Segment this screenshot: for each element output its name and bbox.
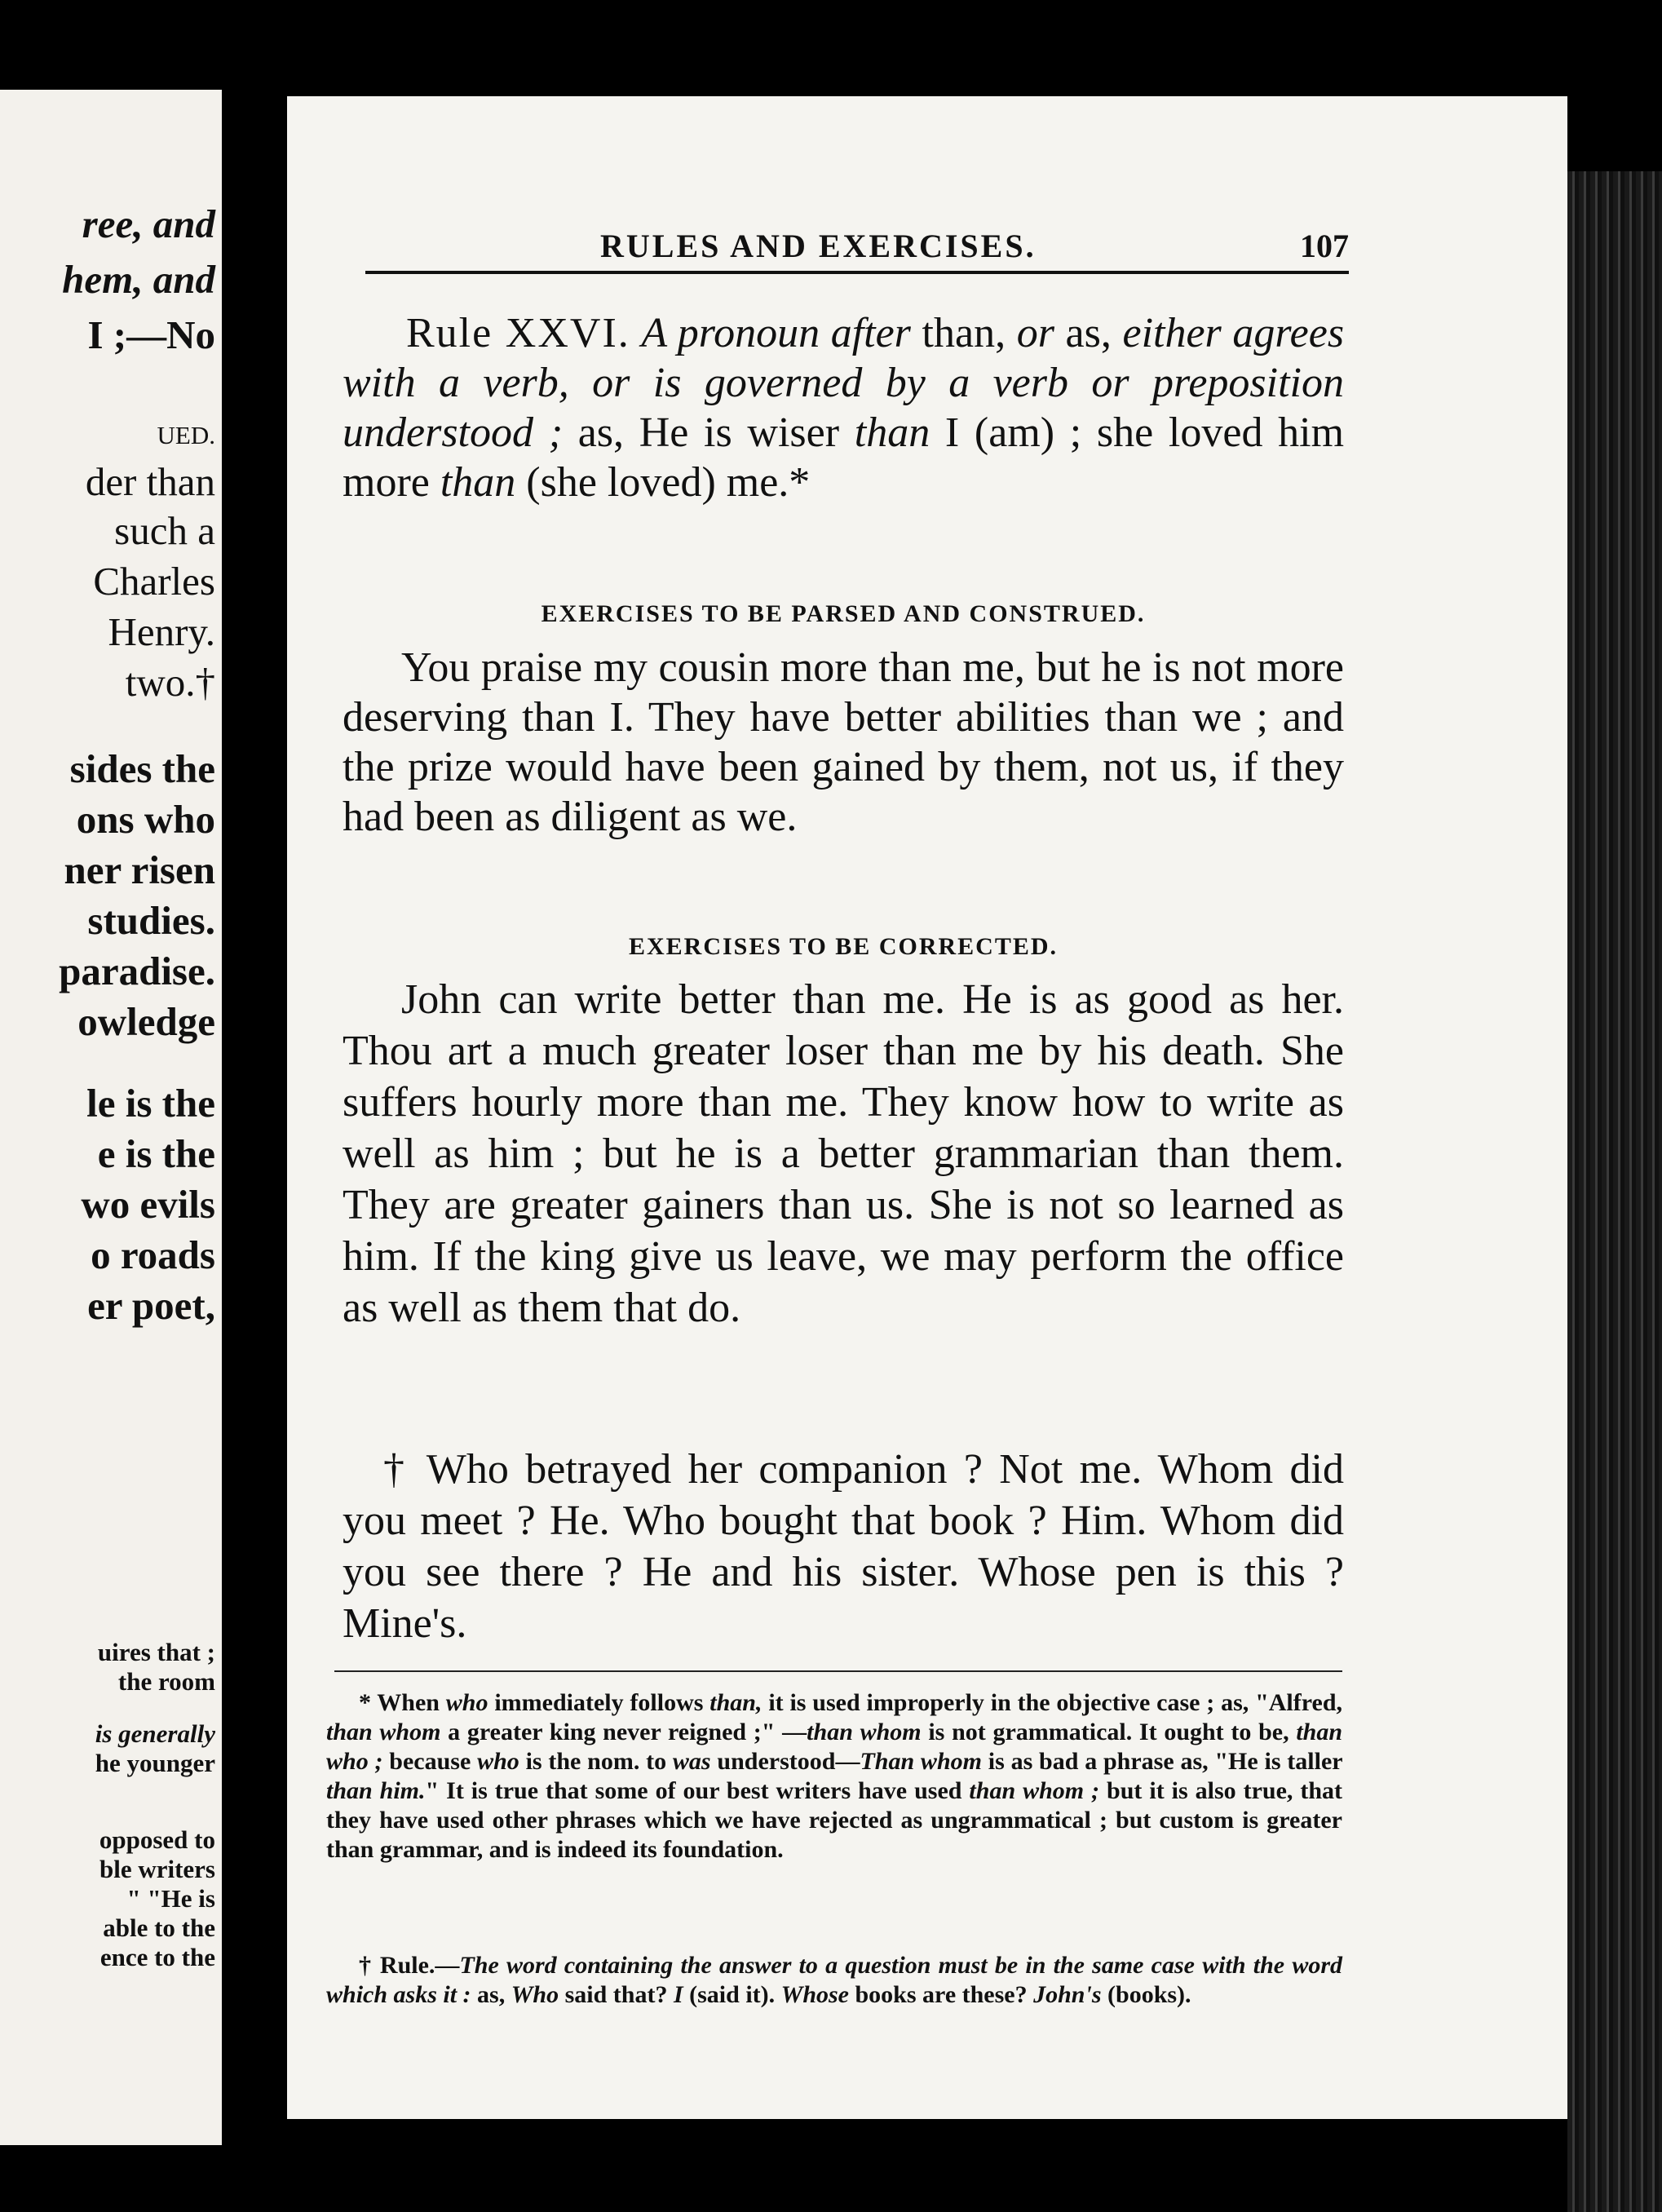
left-page-footnote-line: he younger <box>95 1749 215 1777</box>
rule-text: than <box>854 409 930 456</box>
fn-text: * When <box>359 1689 440 1716</box>
left-page-line: two.† <box>125 660 215 705</box>
header-rule <box>365 271 1349 274</box>
left-page-line: ons who <box>76 797 215 842</box>
left-page-footnote-line: ence to the <box>99 1943 215 1971</box>
fn-text: Who <box>511 1981 559 2008</box>
fn-text: because <box>389 1748 471 1775</box>
fn-text: Than whom <box>860 1748 982 1775</box>
left-page-line: Charles <box>93 559 215 604</box>
fn-text: but it is also true, that they have used other phrases which we have rejected as ungrammatical ; but custom is greater than grammar, and is indeed its foundation. <box>326 1777 1343 1863</box>
fn-text: than, <box>709 1689 762 1716</box>
left-page-line: UED. <box>157 421 215 449</box>
book-gutter <box>222 73 287 2161</box>
left-page-footnote-line: " "He is <box>126 1884 215 1913</box>
footnote-rule <box>334 1670 1342 1672</box>
left-page-line: I ;—No <box>87 312 215 357</box>
left-page-footnote-line: the room <box>117 1667 215 1696</box>
left-page-line: owledge <box>77 999 215 1044</box>
left-page-line: e is the <box>97 1131 215 1176</box>
fn-text: than whom <box>326 1719 441 1745</box>
left-page-line: hem, and <box>62 257 215 302</box>
exercises-corrected-text: John can write better than me. He is as good as her. Thou art a much greater loser than me by his death. She suffers hourly more than me. They know how to write as well as him ; but he is a better grammarian than them. They are greater gainers than us. She is not so learned as him. If the king give us leave, we may perform the office as well as them that do. <box>343 976 1344 1331</box>
rule-text: either agrees with a verb, or is governed by a verb or preposition understood ; <box>343 310 1345 456</box>
fn-text: is the nom. to <box>525 1748 667 1775</box>
fn-text: it is used improperly in the objective case ; as, "Alfred, <box>768 1689 1343 1716</box>
left-page-footnote-line: opposed to <box>99 1825 215 1854</box>
header-title: RULES AND EXERCISES. <box>600 228 1037 264</box>
left-page-line: such a <box>114 508 215 553</box>
fn-text: The word containing the answer to a question must be in the same case with the word which asks it : <box>326 1952 1343 2008</box>
fn-text: " It is true that some of our best writers have used <box>425 1777 962 1804</box>
fn-text: than whom <box>807 1719 922 1745</box>
exercises-questions-text: † Who betrayed her companion ? Not me. Whom did you meet ? He. Who bought that book ? Him. Whom did you see there ? He and his sister. Whose pen is this ? Mine's. <box>343 1446 1344 1647</box>
fn-text: than whom ; <box>969 1777 1100 1804</box>
fn-text: said that? <box>564 1981 668 2008</box>
section-heading-parsed: EXERCISES TO BE PARSED AND CONSTRUED. <box>541 600 1146 627</box>
fn-text: than who ; <box>326 1719 1343 1775</box>
fn-text: immediately follows <box>494 1689 704 1716</box>
left-page-line: studies. <box>87 898 215 943</box>
left-page-line: der than <box>85 459 215 504</box>
left-page-line: sides the <box>69 746 215 791</box>
fn-text: Whose <box>780 1981 849 2008</box>
rule-text: or <box>1016 310 1054 356</box>
fn-text: who <box>445 1689 488 1716</box>
fn-text: † Rule.— <box>359 1952 460 1979</box>
left-page-footnote-line: able to the <box>103 1913 215 1942</box>
exercises-parsed-text: You praise my cousin more than me, but he is not more deserving than I. They have better abilities than we ; and the prize would have been gained by them, not us, if they had been as diligent as we. <box>343 644 1344 840</box>
fn-text: understood— <box>717 1748 860 1775</box>
page-edges <box>1567 171 1662 2212</box>
fn-text: is as bad a phrase as, "He is taller <box>988 1748 1343 1775</box>
fn-text: is not grammatical. It ought to be, <box>928 1719 1289 1745</box>
rule-text: I (am) ; she loved him more <box>343 409 1345 506</box>
rule-text: than <box>440 459 516 506</box>
fn-text: than him. <box>326 1777 426 1804</box>
fn-text: a greater king never reigned ;" — <box>448 1719 807 1745</box>
fn-text: who <box>477 1748 519 1775</box>
fn-text: (said it). <box>689 1981 776 2008</box>
left-page-line: ree, and <box>82 201 215 246</box>
left-page-line: o roads <box>91 1232 215 1277</box>
left-page-line: er poet, <box>87 1283 215 1328</box>
rule-text: A pronoun after <box>641 310 911 356</box>
fn-text: I <box>673 1981 683 2008</box>
left-page-line: Henry. <box>108 609 215 654</box>
left-page-footnote-line: is generally <box>95 1719 215 1748</box>
left-page-line: ner risen <box>64 847 215 892</box>
section-heading-corrected: EXERCISES TO BE CORRECTED. <box>628 933 1059 960</box>
rule-text: than, <box>922 310 1006 356</box>
page-number: 107 <box>1300 228 1349 264</box>
left-page-footnote-line: uires that ; <box>97 1638 215 1666</box>
left-facing-page <box>0 90 222 2145</box>
rule-xxvi <box>343 308 1344 507</box>
left-page-line: wo evils <box>81 1182 215 1227</box>
rule-text: as, <box>1065 310 1112 356</box>
rule-text: as, He is wiser <box>577 409 840 456</box>
fn-text: books are these? <box>855 1981 1028 2008</box>
fn-text: as, <box>477 1981 506 2008</box>
left-page-line: le is the <box>86 1081 215 1126</box>
footnote-dagger <box>326 1951 1342 2010</box>
fn-text: was <box>672 1748 711 1775</box>
fn-text: John's <box>1033 1981 1102 2008</box>
rule-label: Rule XXVI. <box>406 310 630 356</box>
footnote-star <box>326 1688 1342 1865</box>
fn-text: (books). <box>1107 1981 1191 2008</box>
rule-text: (she loved) me.* <box>526 459 811 506</box>
left-page-footnote-line: ble writers <box>99 1855 215 1883</box>
left-page-line: paradise. <box>59 949 215 993</box>
